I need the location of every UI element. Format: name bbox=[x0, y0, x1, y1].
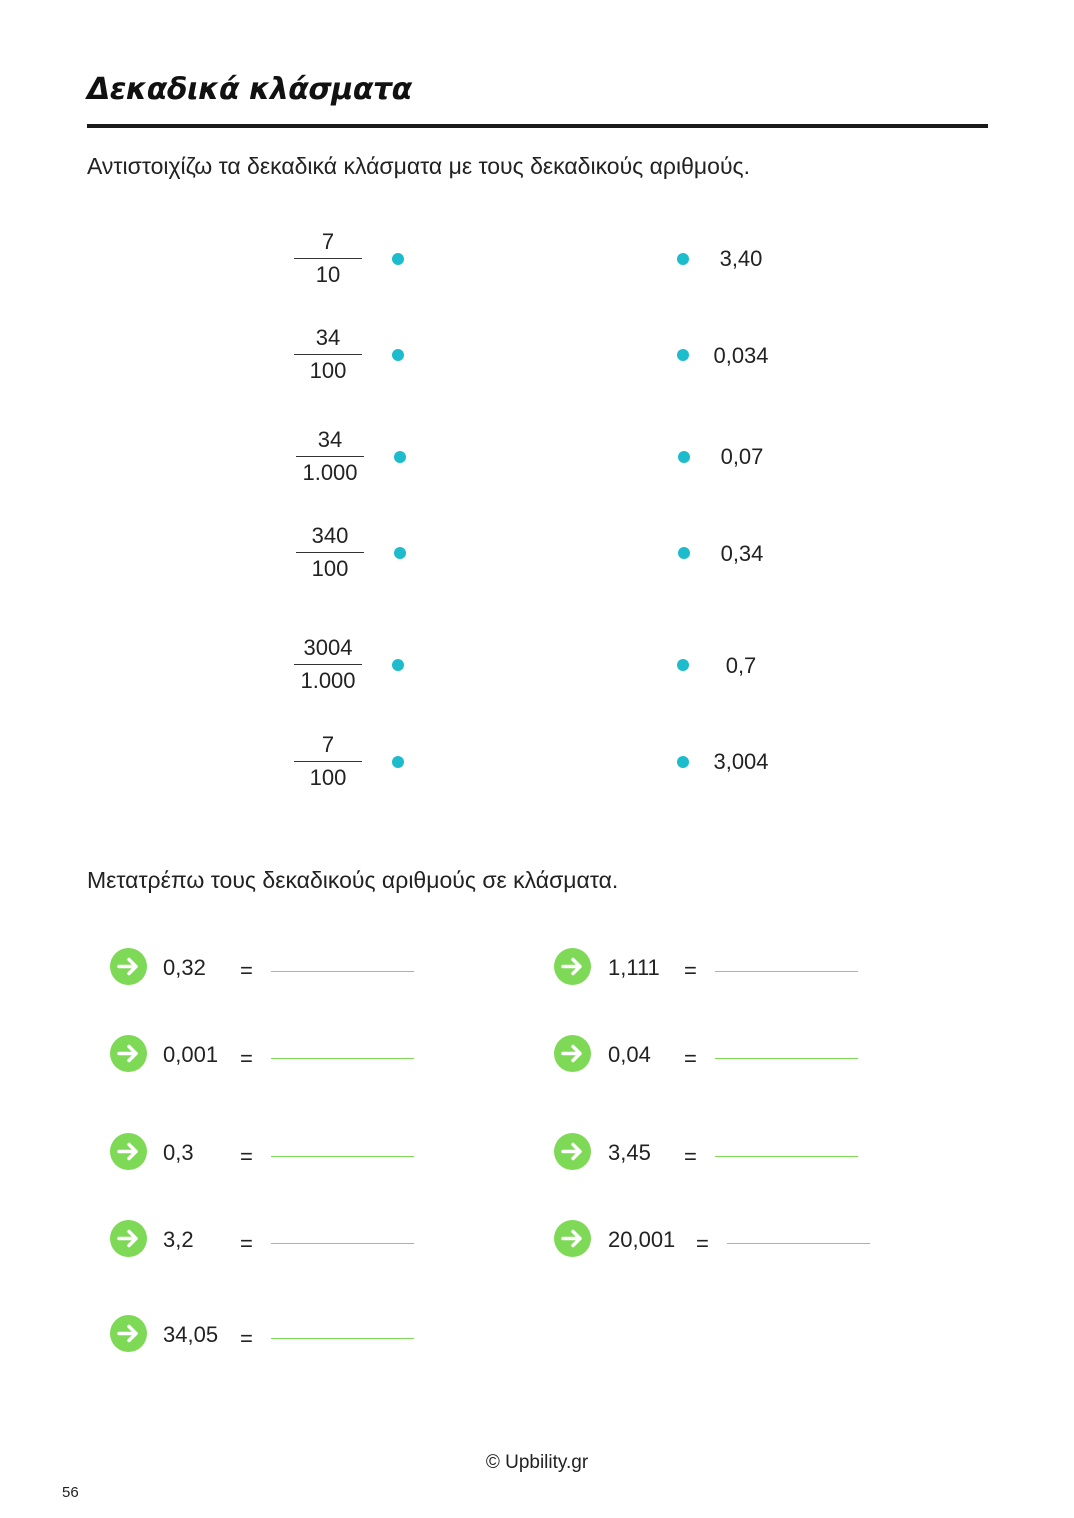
answer-line[interactable] bbox=[271, 1058, 414, 1059]
answer-line[interactable] bbox=[715, 971, 858, 972]
decimal-item: 3,004 bbox=[713, 749, 769, 774]
answer-line[interactable] bbox=[271, 1338, 414, 1339]
instruction-conversion: Μετατρέπω τους δεκαδικούς αριθμούς σε κλάσματα. bbox=[87, 867, 619, 893]
decimal-item: 0,7 bbox=[725, 653, 757, 678]
copyright-footer: © Upbility.gr bbox=[485, 1452, 589, 1473]
fraction-denominator: 100 bbox=[311, 556, 349, 581]
fraction-item bbox=[288, 633, 368, 697]
match-dot-left-6[interactable] bbox=[392, 756, 404, 768]
fraction-item bbox=[290, 521, 370, 585]
equals-sign: = bbox=[240, 1326, 253, 1351]
equals-sign: = bbox=[684, 1144, 697, 1169]
equals-sign: = bbox=[696, 1231, 709, 1256]
arrow-right-circle-icon bbox=[110, 1035, 147, 1072]
arrow-right-circle-icon bbox=[554, 1035, 591, 1072]
fraction-numerator: 3004 bbox=[303, 635, 353, 660]
equals-sign: = bbox=[684, 1046, 697, 1071]
instruction-matching: Αντιστοιχίζω τα δεκαδικά κλάσματα με τους δεκαδικούς αριθμούς. bbox=[87, 153, 751, 179]
fraction-item bbox=[288, 730, 368, 794]
fraction-denominator: 1.000 bbox=[300, 668, 356, 693]
decimal-to-convert: 3,2 bbox=[163, 1227, 194, 1252]
match-dot-left-4[interactable] bbox=[394, 547, 406, 559]
decimal-to-convert: 20,001 bbox=[608, 1227, 676, 1252]
equals-sign: = bbox=[240, 1046, 253, 1071]
match-dot-left-2[interactable] bbox=[392, 349, 404, 361]
arrow-right-circle-icon bbox=[554, 948, 591, 985]
page-title: Δεκαδικά κλάσματα bbox=[87, 72, 412, 107]
match-dot-left-3[interactable] bbox=[394, 451, 406, 463]
fraction-item bbox=[290, 425, 370, 489]
answer-line[interactable] bbox=[715, 1058, 858, 1059]
decimal-to-convert: 0,32 bbox=[163, 955, 206, 980]
arrow-right-circle-icon bbox=[110, 1315, 147, 1352]
arrow-right-circle-icon bbox=[110, 948, 147, 985]
page-number: 56 bbox=[62, 1484, 79, 1501]
decimal-item: 3,40 bbox=[719, 246, 763, 271]
decimal-to-convert: 3,45 bbox=[608, 1140, 651, 1165]
decimal-to-convert: 0,04 bbox=[608, 1042, 651, 1067]
fraction-denominator: 100 bbox=[309, 765, 347, 790]
fraction-denominator: 100 bbox=[309, 358, 347, 383]
fraction-item bbox=[288, 323, 368, 387]
arrow-right-circle-icon bbox=[110, 1220, 147, 1257]
arrow-right-circle-icon bbox=[110, 1133, 147, 1170]
answer-line[interactable] bbox=[271, 1156, 414, 1157]
fraction-numerator: 7 bbox=[321, 229, 335, 254]
fraction-numerator: 34 bbox=[317, 427, 343, 452]
fraction-numerator: 34 bbox=[315, 325, 341, 350]
title-divider bbox=[87, 124, 988, 128]
fraction-item bbox=[288, 227, 368, 291]
match-dot-left-1[interactable] bbox=[392, 253, 404, 265]
decimal-to-convert: 0,001 bbox=[163, 1042, 219, 1067]
answer-line[interactable] bbox=[727, 1243, 870, 1244]
fraction-numerator: 7 bbox=[321, 732, 335, 757]
arrow-right-circle-icon bbox=[554, 1220, 591, 1257]
decimal-item: 0,07 bbox=[720, 444, 764, 469]
decimal-to-convert: 1,111 bbox=[608, 955, 660, 980]
match-dot-left-5[interactable] bbox=[392, 659, 404, 671]
decimal-item: 0,034 bbox=[713, 343, 769, 368]
equals-sign: = bbox=[240, 958, 253, 983]
answer-line[interactable] bbox=[271, 971, 414, 972]
fraction-numerator: 340 bbox=[311, 523, 349, 548]
decimal-item: 0,34 bbox=[720, 541, 764, 566]
answer-line[interactable] bbox=[715, 1156, 858, 1157]
equals-sign: = bbox=[684, 958, 697, 983]
arrow-right-circle-icon bbox=[554, 1133, 591, 1170]
decimal-to-convert: 0,3 bbox=[163, 1140, 194, 1165]
equals-sign: = bbox=[240, 1144, 253, 1169]
fraction-denominator: 1.000 bbox=[302, 460, 358, 485]
answer-line[interactable] bbox=[271, 1243, 414, 1244]
decimal-to-convert: 34,05 bbox=[163, 1322, 219, 1347]
fraction-denominator: 10 bbox=[315, 262, 341, 287]
equals-sign: = bbox=[240, 1231, 253, 1256]
